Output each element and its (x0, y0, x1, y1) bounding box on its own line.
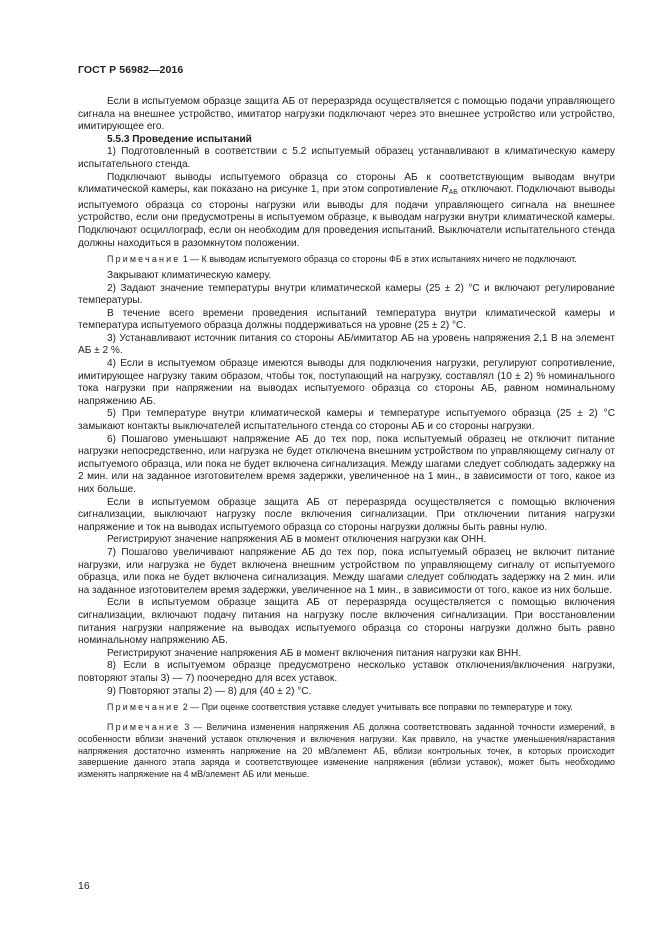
paragraph: 7) Пошагово увеличивают напряжение АБ до тех пор, пока испытуемый образец не включит питание нагрузки, или нагрузка не будет включена внешним устройством по управляющему сигналу от испытуемого образца, или пока не будет включена сигнализация. Между шагами следует соблюдать задержку на 2 мин. или на заданное изготовителем время задержки, увеличенное на 1 мин., в зависимости от того, какое из них больше. (78, 546, 615, 596)
paragraph: 8) Если в испытуемом образце предусмотрено несколько уставок отключения/включения нагрузки, повторяют этапы 3) — 7) поочередно для всех уставок. (78, 660, 615, 684)
section-title: 5.5.3 Проведение испытаний (107, 133, 252, 145)
paragraph: Если в испытуемом образце защита АБ от переразряда осуществляется с помощью включения сигнализации, выключают нагрузку после включения сигнализации. При отключении питания нагрузки напряжение и ток на выводах испытуемого образца со стороны нагрузки должны быть равны нулю. (78, 496, 615, 533)
document-body (78, 96, 615, 785)
paragraph: 3) Устанавливают источник питания со стороны АБ/имитатор АБ на уровень напряжения 2,1 В на элемент АБ ± 2 %. (78, 332, 615, 357)
paragraph: 9) Повторяют этапы 2) — 8) для (40 ± 2) °С. (107, 685, 312, 697)
note: Примечание 2 — При оценке соответствия уставке следует учитывать все поправки по температуре и току. (107, 702, 573, 713)
paragraph: 6) Пошагово уменьшают напряжение АБ до тех пор, пока испытуемый образец не отключит питание нагрузки непосредственно, или нагрузка не будет отключена внешним устройством по управляющему сигналу от испытуемого образца, или пока не будет включена сигнализация. Между шагами следует соблюдать задержку на 2 мин. или на заданное изготовителем время задержки, увеличенное на 1 мин., в зависимости от того, какое из них больше. (78, 433, 615, 496)
paragraph: 1) Подготовленный в соответствии с 5.2 испытуемый образец устанавливают в климатическую камеру испытательного стенда. (78, 146, 615, 170)
paragraph: Регистрируют значение напряжения АБ в момент включения питания нагрузки как ВНН. (107, 647, 522, 659)
document-header: ГОСТ Р 56982—2016 (78, 64, 184, 76)
paragraph: 4) Если в испытуемом образце имеются выводы для подключения нагрузки, регулируют сопротивление, имитирующее нагрузку таким образом, чтобы ток, поступающий на нагрузку, составлял (10 ± 2) % номинального тока нагрузки при напряжении на выводах испытуемого образца со стороны АБ, равном номинальному напряжению АБ. (78, 358, 615, 407)
paragraph: 5) При температуре внутри климатической камеры и температуре испытуемого образца (25 ± 2) °С замыкают контакты выключателей испытательного стенда со стороны АБ и со стороны нагрузки. (78, 408, 615, 433)
paragraph: Закрывают климатическую камеру. (107, 269, 272, 281)
paragraph: Если в испытуемом образце защита АБ от переразряда осуществляется с помощью подачи управляющего сигнала на внешнее устройство, имитатор нагрузки подключают через это внешнее устройство или устройство, имитирующее его. (78, 96, 615, 133)
paragraph: Регистрируют значение напряжения АБ в момент отключения нагрузки как ОНН. (107, 534, 487, 546)
page-number: 16 (78, 880, 90, 892)
paragraph: Если в испытуемом образце защита АБ от переразряда осуществляется с помощью включения сигнализации, включают подачу питания на нагрузку после включения сигнализации. При восстановлении питания нагрузки напряжение на выводах испытуемого образца со стороны нагрузки должно быть равно номинальному напряжению АБ. (78, 597, 615, 647)
note: Примечание 1 — К выводам испытуемого образца со стороны ФБ в этих испытаниях ничего не подключают. (107, 254, 577, 265)
paragraph: В течение всего времени проведения испытаний температура внутри климатической камеры и температура испытуемого образца должны поддерживаться на уровне (25 ± 2) °С. (78, 307, 615, 332)
paragraph: Подключают выводы испытуемого образца со стороны АБ к соответствующим выводам внутри климатической камеры, как показано на рисунке 1, при этом сопротивление $R_{АБ}$ отключают. Подключают выводы испытуемого образца со стороны нагрузки или выводы для подачи управляющего сигнала на внешнее устройство, если они предусмотрены в испытуемом образце, к выводам нагрузки внутри климатической камеры. Подключают осциллограф, если он необходим для проведения испытаний. Выключатели испытательного стенда должны находиться в разомкнутом положении. (78, 171, 616, 249)
paragraph: 2) Задают значение температуры внутри климатической камеры (25 ± 2) °С и включают регулирование температуры. (78, 282, 615, 307)
note: Примечание 3 — Величина изменения напряжения АБ должна соответствовать заданной точности измерений, в особенности вблизи значений уставок отключения и включения нагрузки. Как правило, на участке уменьшения/нарастания напряжения достаточно изменять напряжение на 20 мВ/элемент АБ, вблизи контрольных точек, в которых происходит завершение данного этапа заряда и соответствующее изменение напряжения (вблизи уставок), может быть необходимо изменять напряжение на 4 мВ/элемент АБ или меньше. (78, 721, 615, 780)
